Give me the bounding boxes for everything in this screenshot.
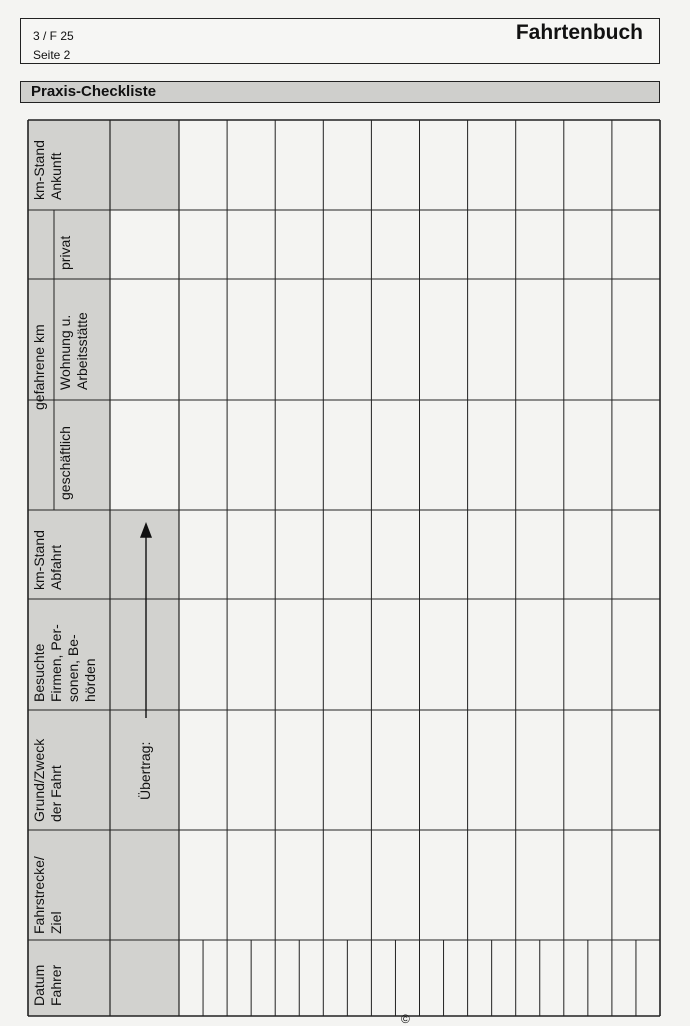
header-grund-zweck: Grund/Zweck der Fahrt (31, 738, 64, 822)
header-gefahrene-km: gefahrene km (31, 324, 47, 410)
document-title: Fahrtenbuch (515, 21, 643, 44)
header-datum: Datum Fahrer (31, 964, 64, 1006)
header-privat: privat (57, 235, 73, 270)
document-code: 3 / F 25 (33, 29, 74, 43)
header-geschaeftlich: geschäftlich (57, 426, 73, 500)
header-wohnung-arbeitsstaette: Wohnung u. Arbeitsstätte (57, 312, 90, 390)
carry-over-label: Übertrag: (137, 741, 153, 800)
carry-over-shade-top (110, 120, 179, 210)
header-fahrstrecke-ziel: Fahrstrecke/ Ziel (31, 856, 64, 934)
page-number: Seite 2 (33, 48, 71, 62)
copyright-mark: © (401, 1012, 410, 1026)
header-besuchte: Besuchte Firmen, Per- sonen, Be- hörden (31, 624, 98, 702)
header-km-stand-ankunft: km-Stand Ankunft (31, 140, 64, 200)
section-title: Praxis-Checkliste (31, 83, 157, 100)
header-km-stand-abfahrt: km-Stand Abfahrt (31, 530, 64, 590)
